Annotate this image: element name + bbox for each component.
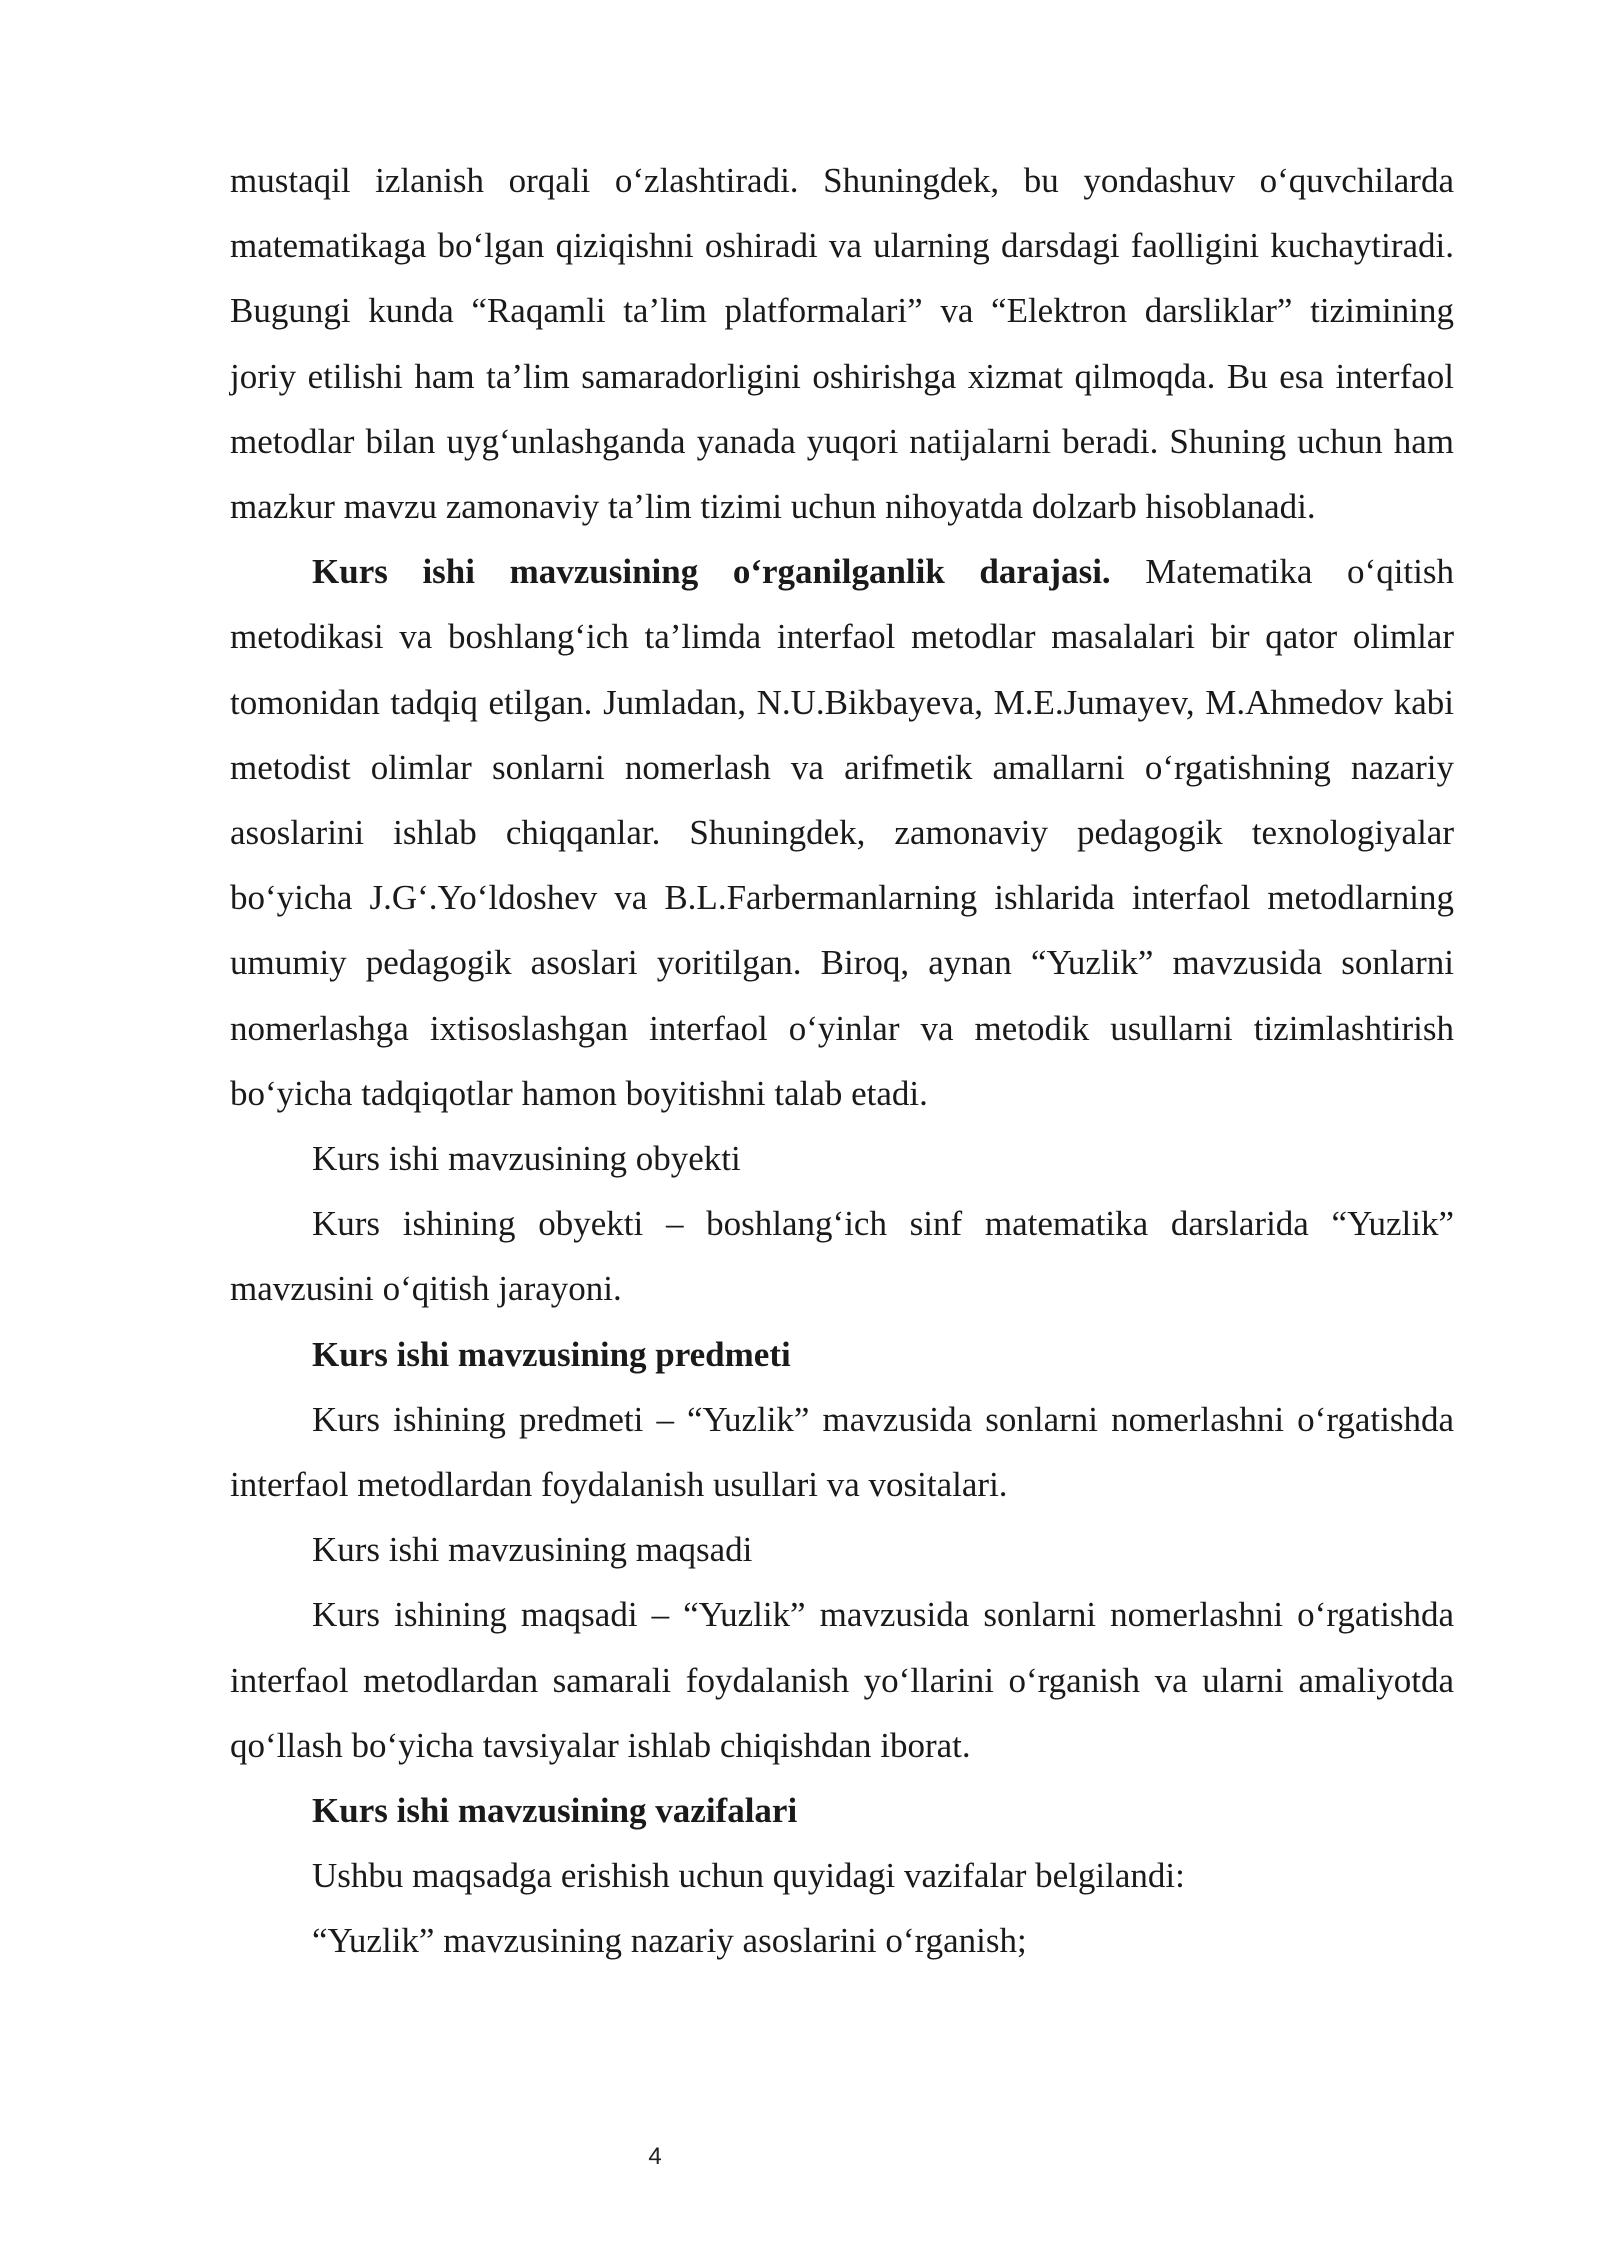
- paragraph-text: Kurs ishi mavzusining maqsadi: [312, 1530, 753, 1570]
- paragraph-text: “Yuzlik” mavzusining nazariy asoslarini o‘rganish;: [312, 1921, 1027, 1961]
- paragraph-text: Kurs ishining predmeti – “Yuzlik” mavzusida sonlarni nomerlashni o‘rgatishda interfaol metodlardan foydalanish usullari va vositalari.: [230, 1399, 1454, 1505]
- section-heading: Kurs ishi mavzusining vazifalari: [312, 1791, 798, 1831]
- paragraph-task-item: [230, 1908, 1454, 1973]
- paragraph-goal: [230, 1582, 1454, 1778]
- paragraph-text: mustaqil izlanish orqali o‘zlashtiradi. Shuningdek, bu yondashuv o‘quvchilarda matematikaga bo‘lgan qiziqishni oshiradi va ularning darsdagi faolligini kuchaytiradi. Bugungi kunda “Raqamli ta’lim platformalari” va “Elektron darsliklar” tizimining joriy etilishi ham ta’lim samaradorligini oshirishga xizmat qilmoqda. Bu esa interfaol metodlar bilan uyg‘unlashganda yanada yuqori natijalarni beradi. Shuning uchun ham mazkur mavzu zamonaviy ta’lim tizimi uchun nihoyatda dolzarb hisoblanadi.: [230, 161, 1454, 527]
- section-heading: Kurs ishi mavzusining predmeti: [312, 1334, 791, 1374]
- paragraph-text: Kurs ishining obyekti – boshlang‘ich sinf matematika darslarida “Yuzlik” mavzusini o‘qitish jarayoni.: [230, 1204, 1454, 1309]
- paragraph-object-title: [230, 1126, 1454, 1191]
- paragraph-subject: [230, 1387, 1454, 1517]
- paragraph-tasks-heading: [230, 1778, 1454, 1843]
- paragraph-text: Matematika o‘qitish metodikasi va boshlang‘ich ta’limda interfaol metodlar masalalari bir qator olimlar tomonidan tadqiq etilgan. Jumladan, N.U.Bikbayeva, M.E.Jumayev, M.Ahmedov kabi metodist olimlar sonlarni nomerlash va arifmetik amallarni o‘rgatishning nazariy asoslarini ishlab chiqqanlar. Shuningdek, zamonaviy pedagogik texnologiyalar bo‘yicha J.G‘.Yo‘ldoshev va B.L.Farbermanlarning ishlarida interfaol metodlarning umumiy pedagogik asoslari yoritilgan. Biroq, aynan “Yuzlik” mavzusida sonlarni nomerlashga ixtisoslashgan interfaol o‘yinlar va metodik usullarni tizimlashtirish bo‘yicha tadqiqotlar hamon boyitishni talab etadi.: [230, 552, 1454, 1113]
- paragraph-goal-title: [230, 1517, 1454, 1582]
- paragraph-subject-heading: [230, 1322, 1454, 1387]
- paragraph-research-level: [230, 539, 1454, 1126]
- paragraph-object: [230, 1191, 1454, 1321]
- paragraph-text: Kurs ishining maqsadi – “Yuzlik” mavzusida sonlarni nomerlashni o‘rgatishda interfaol metodlardan samarali foydalanish yo‘llarini o‘rganish va ularni amaliyotda qo‘llash bo‘yicha tavsiyalar ishlab chiqishdan iborat.: [230, 1595, 1454, 1765]
- paragraph-text: Ushbu maqsadga erishish uchun quyidagi vazifalar belgilandi:: [312, 1856, 1185, 1896]
- section-heading: Kurs ishi mavzusining o‘rganilganlik darajasi.: [312, 552, 1111, 592]
- paragraph-continuation: [230, 148, 1454, 539]
- page-body: [230, 148, 1454, 1974]
- paragraph-tasks-intro: [230, 1843, 1454, 1908]
- paragraph-text: Kurs ishi mavzusining obyekti: [312, 1139, 741, 1179]
- page-number: 4: [648, 2143, 662, 2170]
